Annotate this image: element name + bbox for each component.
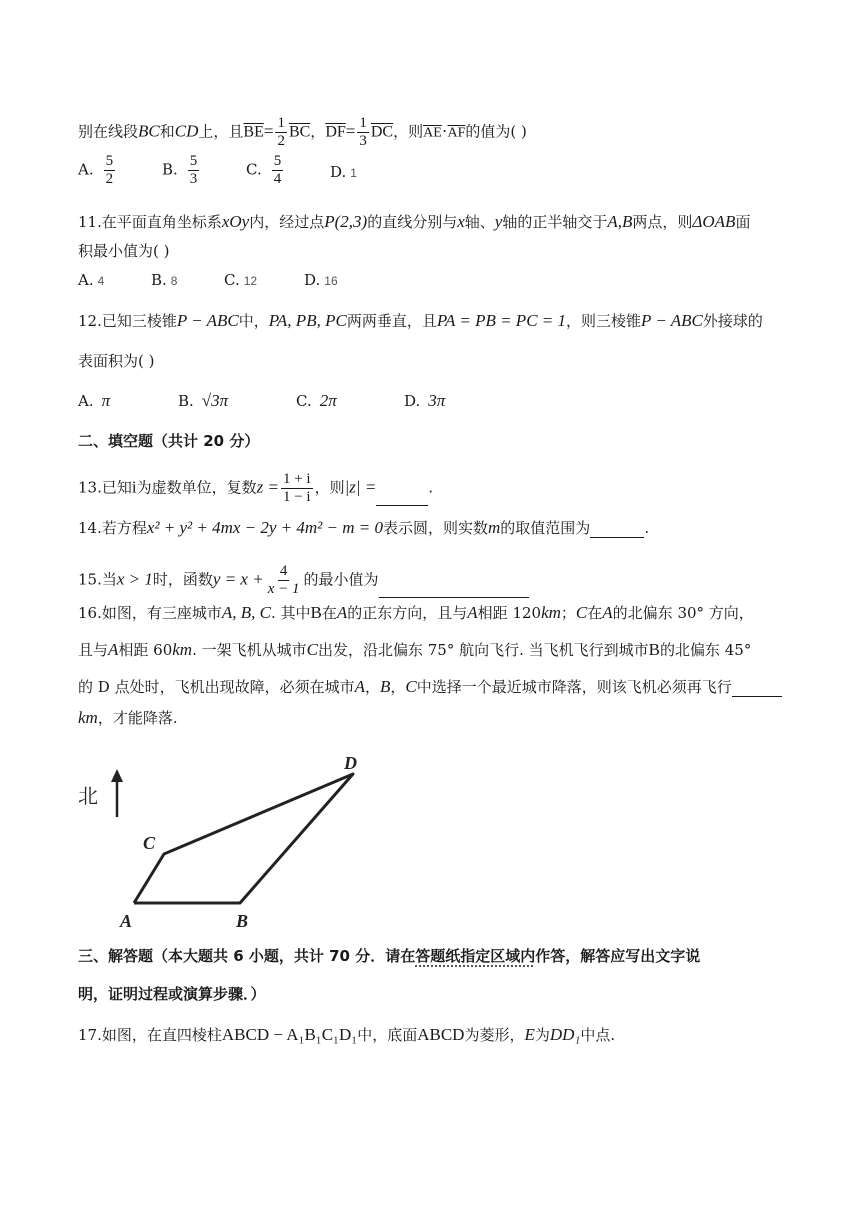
answer-blank[interactable] (732, 680, 782, 697)
q13-text: 13.已知 (78, 478, 132, 497)
q17-text: 17.如图，在直四棱柱 (78, 1026, 222, 1044)
option-value: 12 (243, 274, 258, 288)
q13-text: ，则 (314, 478, 345, 497)
label-b: B (236, 911, 249, 930)
numerator: 4 (279, 563, 288, 579)
q17-base: ABCD (417, 1025, 465, 1044)
q12-text: 12.已知三棱锥 (78, 312, 177, 330)
q12-option-c (296, 391, 337, 411)
vector-ae: $\overline{AE}$ (423, 125, 442, 141)
denominator: 2 (105, 171, 114, 187)
vector-be: $\overline{BE}$ (243, 123, 264, 141)
q16-text: ， (364, 678, 380, 696)
denominator: 2 (277, 133, 285, 149)
q16-b: B (648, 640, 660, 659)
q17-text: 中，底面 (357, 1026, 418, 1044)
option-label: B. (178, 392, 194, 410)
q14-text: 14.若方程 (78, 519, 147, 537)
q10-text: 的值为( ) (465, 122, 527, 141)
q10-option-b (162, 153, 201, 188)
option-label: B. (162, 160, 178, 179)
option-label: A. (78, 271, 94, 289)
option-value: 3π (428, 391, 446, 410)
q11-line-2 (78, 241, 169, 261)
q11-text: 积最小值为( ) (78, 242, 170, 260)
q10-cd: CD (174, 121, 199, 141)
q10-text: 和 (159, 122, 175, 141)
section-2-heading: 二、填空题（共计 20 分） (78, 432, 260, 450)
q16-text: ； (560, 604, 576, 622)
numerator: 1 + i (282, 471, 311, 487)
q15-fraction (266, 563, 302, 598)
answer-blank[interactable] (590, 521, 644, 538)
vector-af: $\overline{AF}$ (447, 125, 466, 141)
option-label: B. (151, 271, 167, 289)
q17-prism: ABCD − A₁B₁C₁D₁ (221, 1025, 358, 1044)
q15-text: 15.当 (78, 570, 117, 589)
q15-text: 的最小值为 (303, 570, 379, 589)
q11-y: y (494, 212, 503, 231)
q16-b: B (379, 677, 391, 696)
q10-option-a (78, 153, 117, 188)
q11-line-1 (78, 212, 750, 232)
q10-text: 别在线段 (78, 122, 139, 141)
q12-text: 外接球的 (702, 312, 763, 330)
numerator: 5 (105, 153, 114, 169)
option-fraction (272, 153, 284, 188)
q12-text: 表面积为( ) (78, 352, 155, 370)
q12-text: ，则三棱锥 (566, 312, 642, 330)
answer-blank[interactable] (376, 489, 428, 506)
q14-text: 表示圆，则实数 (383, 519, 489, 537)
q16-text: 的 D 点处时，飞机出现故障，必须在城市 (78, 678, 355, 696)
q17-text: 中点. (580, 1026, 616, 1044)
q16-a: A (467, 603, 478, 622)
section-3-heading (78, 946, 700, 966)
label-d: D (344, 753, 357, 773)
option-label: D. (404, 392, 421, 410)
q16-text: 中选择一个最近城市降落，则该飞机必须再飞行 (416, 678, 732, 696)
q16-a: A (354, 677, 365, 696)
option-label: C. (246, 160, 262, 179)
q11-text: 两点，则 (632, 213, 693, 231)
q12-option-a (78, 391, 110, 411)
numerator: 1 (277, 115, 285, 131)
equals: = (345, 121, 356, 141)
q16-text: 相距 120 (477, 604, 542, 622)
q11-xoy: xOy (221, 212, 250, 231)
q16-text: ， (390, 678, 406, 696)
q16-line-3 (78, 677, 782, 697)
q13-text: 为虚数单位，复数 (136, 478, 257, 497)
q10-bc: BC (138, 121, 160, 141)
q11-x: x (457, 212, 465, 231)
q12-pyramid: P − ABC (641, 311, 703, 330)
section-3-text: 作答，解答应写出文字说 (535, 947, 701, 965)
option-label: D. (304, 271, 321, 289)
q12-text: 中， (238, 312, 269, 330)
q16-c: C (306, 640, 318, 659)
q16-km: km (541, 603, 561, 622)
option-value: 16 (324, 274, 338, 288)
q10-text: 上，且 (198, 122, 244, 141)
q16-text: 的北偏东 30° 方向， (612, 604, 754, 622)
q11-option-b (151, 270, 177, 291)
q17-text: 为 (534, 1026, 550, 1044)
q13-fraction (281, 471, 313, 506)
option-fraction (104, 153, 116, 188)
q16-text: 相距 60 (118, 641, 173, 659)
section-3-text: 三、解答题（本大题共 6 小题，共计 70 分．请在 (78, 947, 416, 965)
q12-equalities: PA = PB = PC = 1 (436, 311, 567, 330)
option-value: 1 (350, 166, 357, 180)
q16-text: 在 (321, 604, 337, 622)
q15-line (78, 563, 529, 598)
q16-cities: A, B, C (221, 603, 271, 622)
q13-i: i (131, 477, 137, 497)
q11-text: 面 (735, 213, 751, 231)
q13-line (78, 471, 433, 506)
section-3-emphasis: 答题纸指定区域内 (415, 947, 536, 965)
q15-function: y = x + (212, 569, 264, 589)
answer-blank[interactable] (379, 581, 529, 598)
q10-text: ， (310, 122, 326, 141)
q16-text: 出发，沿北偏东 75° 航向飞行. 当飞机飞行到城市 (317, 641, 649, 659)
fraction-third (357, 115, 369, 150)
q16-text: 的北偏东 45° (660, 641, 752, 659)
q11-option-d (304, 270, 338, 291)
q11-option-c (224, 270, 257, 291)
option-value: π (101, 391, 111, 410)
q13-z: z = (256, 477, 279, 497)
numerator: 5 (189, 153, 198, 169)
q16-text: 16.如图，有三座城市 (78, 604, 222, 622)
q16-text: ，才能降落. (97, 709, 178, 727)
q17-dd1: DD₁ (549, 1025, 581, 1044)
q16-line-4 (78, 708, 178, 728)
q12-option-b (178, 391, 228, 411)
equals: = (263, 121, 274, 141)
denominator: 3 (189, 171, 198, 187)
denominator: 3 (359, 133, 367, 149)
q11-ab: A,B (607, 212, 633, 231)
q16-figure (78, 745, 378, 930)
q10-option-c (246, 153, 285, 188)
option-value: 4 (97, 274, 105, 288)
q16-km: km (78, 708, 98, 727)
q16-c: C (405, 677, 417, 696)
numerator: 5 (273, 153, 282, 169)
q17-e: E (524, 1025, 535, 1044)
q12-line-2 (78, 351, 154, 371)
q11-triangle: ΔOAB (692, 212, 736, 231)
q14-equation: x² + y² + 4mx − 2y + 4m² − m = 0 (146, 518, 383, 537)
dot-operator: · (441, 121, 448, 141)
option-label: A. (78, 160, 94, 179)
fraction-half (275, 115, 287, 150)
q11-text: 轴、 (464, 213, 495, 231)
q13-text: . (428, 478, 434, 497)
q12-line-1 (78, 311, 763, 331)
q16-b: B (310, 603, 322, 622)
q16-text: 在 (587, 604, 603, 622)
north-label: 北 (78, 784, 98, 808)
option-label: A. (78, 392, 94, 410)
q11-point: P(2,3) (324, 212, 368, 231)
q12-edges: PA, PB, PC (268, 311, 347, 330)
option-value: 2π (319, 391, 337, 410)
denominator: 4 (273, 171, 282, 187)
q16-a: A (108, 640, 119, 659)
q11-option-a (78, 270, 104, 291)
option-value: √3π (201, 391, 229, 410)
q17-line (78, 1025, 615, 1045)
option-fraction (188, 153, 200, 188)
q15-condition: x > 1 (116, 569, 153, 589)
option-label: C. (296, 392, 312, 410)
q15-text: 时，函数 (152, 570, 213, 589)
vector-dc: $\overline{DC}$ (370, 123, 394, 141)
q11-text: 内，经过点 (249, 213, 325, 231)
option-label: C. (224, 271, 240, 289)
vector-bc: $\overline{BC}$ (288, 123, 311, 141)
q10-option-d (330, 162, 357, 183)
q16-a: A (336, 603, 348, 622)
q16-c: C (575, 603, 588, 622)
q14-m: m (488, 518, 501, 537)
q11-text: 的直线分别与 (367, 213, 458, 231)
q16-km: km (172, 640, 193, 659)
option-label: D. (330, 163, 347, 181)
q12-pyramid: P − ABC (176, 311, 239, 330)
q12-option-d (404, 391, 445, 411)
q16-text: . 其中 (270, 604, 311, 622)
q10-text: ，则 (393, 122, 424, 141)
label-a: A (120, 911, 133, 930)
label-c: C (143, 833, 156, 853)
q13-abs: |z| = (344, 477, 377, 497)
q16-text: . 一架飞机从城市 (192, 641, 307, 659)
option-value: 8 (170, 274, 178, 288)
q14-line (78, 518, 649, 538)
vector-df: $\overline{DF}$ (325, 123, 346, 141)
q16-line-2 (78, 640, 751, 660)
q17-text: 为菱形， (464, 1026, 525, 1044)
q10-line (78, 115, 527, 150)
route-polygon (134, 774, 353, 903)
q14-text: 的取值范围为 (500, 519, 591, 537)
q11-text: 11.在平面直角坐标系 (78, 213, 222, 231)
q12-text: 两两垂直，且 (346, 312, 437, 330)
section-3-heading-line-2: 明，证明过程或演算步骤．） (78, 985, 266, 1003)
q16-text: 且与 (78, 641, 109, 659)
numerator: 1 (359, 115, 367, 131)
q16-line-1 (78, 603, 754, 623)
north-arrowhead (111, 769, 123, 782)
q14-text: . (644, 519, 650, 537)
q11-text: 轴的正半轴交于 (502, 213, 608, 231)
q16-a: A (602, 603, 613, 622)
denominator: 1 − i (282, 489, 311, 505)
q16-text: 的正东方向，且与 (347, 604, 468, 622)
denominator: x − 1 (267, 581, 300, 597)
